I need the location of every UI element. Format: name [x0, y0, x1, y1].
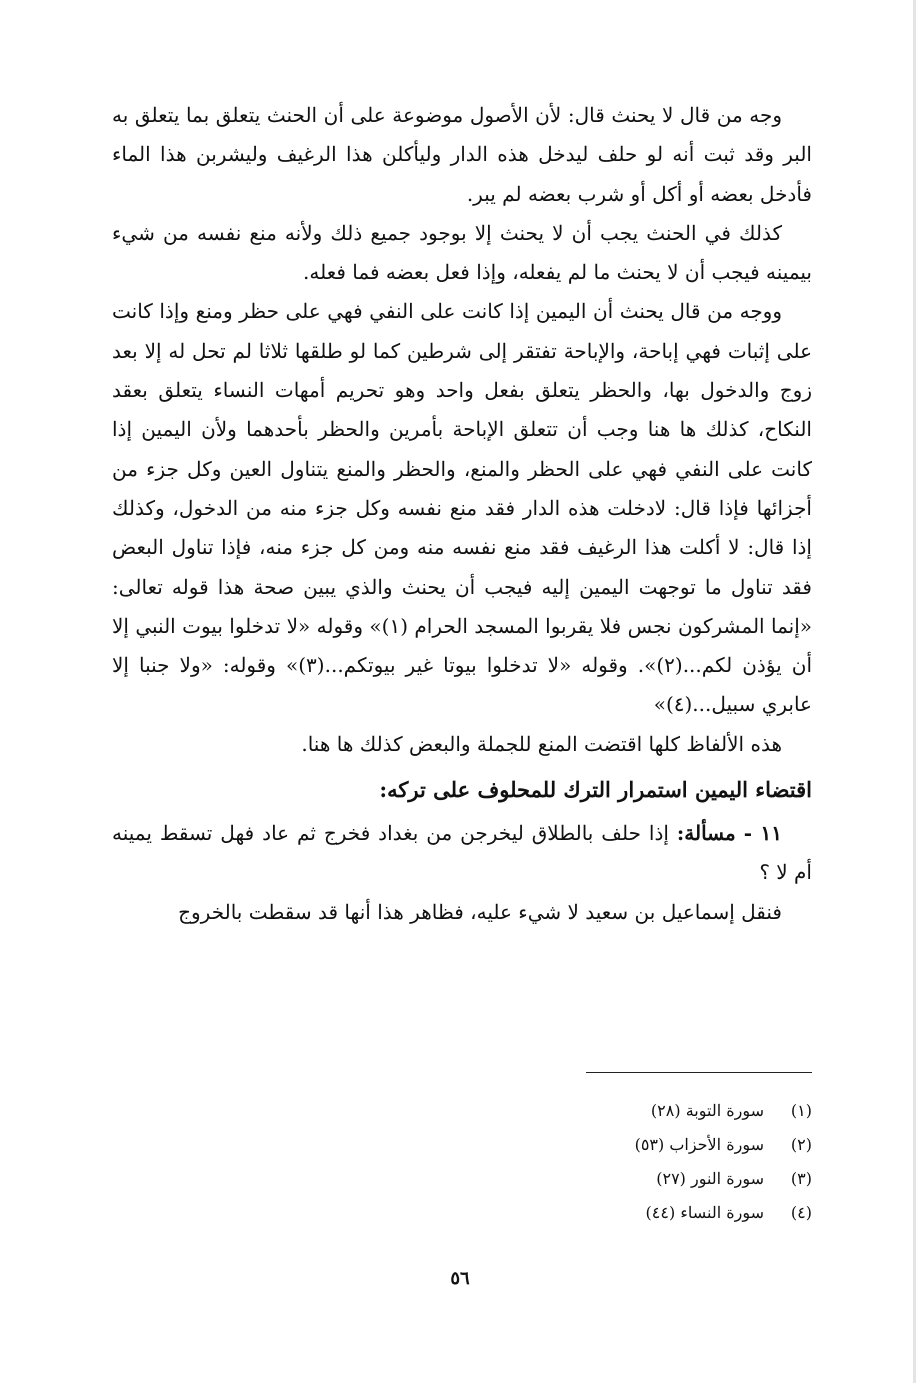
paragraph-4: هذه الألفاظ كلها اقتضت المنع للجملة والبعض كذلك ها هنا.	[301, 731, 782, 756]
footnote-text: سورة التوبة (٢٨)	[650, 1101, 764, 1120]
paragraph-5: فنقل إسماعيل بن سعيد لا شيء عليه، فظاهر هذا أنها قد سقطت بالخروج	[178, 899, 782, 924]
page-edge	[913, 0, 916, 1383]
paragraph-2: كذلك في الحنث يجب أن لا يحنث إلا بوجود جميع ذلك ولأنه منع نفسه من شيء بيمينه فيجب أن لا يحنث ما لم يفعله، وإذا فعل بعضه فما فعله.	[112, 220, 812, 285]
issue-paragraph	[112, 814, 812, 893]
paragraph-3: ووجه من قال يحنث أن اليمين إذا كانت على النفي فهي على حظر ومنع وإذا كانت على إثبات فهي إباحة، والإباحة تفتقر إلى شرطين كما لو طلقها ثلاثا لم تحل له إلا بعد زوج والدخول بها، والحظر يتعلق بفعل واحد وهو تحريم أمهات النساء يتعلق بعقد النكاح، كذلك ها هنا وجب أن تتعلق الإباحة بأمرين والحظر بأحدهما ولأن اليمين إذا كانت على النفي فهي على الحظر والمنع، والحظر والمنع يتناول العين وكل جزء من أجزائها فإذا قال: لادخلت هذه الدار فقد منع نفسه وكل جزء منه من الدخول، وكذلك إذا قال: لا أكلت هذا الرغيف فقد منع نفسه منه ومن كل جزء منه، فإذا تناول البعض فقد تناول ما توجهت اليمين إليه فيجب أن يحنث والذي يبين صحة هذا قوله تعالى: «إنما المشركون نجس فلا يقربوا المسجد الحرام (١)» وقوله «لا تدخلوا بيوت النبي إلا أن يؤذن لكم...(٢)». وقوله «لا تدخلوا بيوتا غير بيوتكم...(٣)» وقوله: «ولا جنبا إلا عابري سبيل...(٤)»	[112, 299, 812, 717]
issue-number: ١١ -	[743, 821, 783, 846]
footnote-number: (٤)	[790, 1203, 812, 1222]
footnote-text: سورة النساء (٤٤)	[645, 1203, 764, 1222]
issue-label: مسألة:	[676, 821, 736, 846]
page-number: ٥٦	[450, 1268, 470, 1289]
footnote-2	[450, 1128, 812, 1162]
footnote-1	[450, 1094, 812, 1128]
paragraph-1: وجه من قال لا يحنث قال: لأن الأصول موضوعة على أن الحنث يتعلق بما يتعلق به البر وقد ثبت أنه لو حلف ليدخل هذه الدار وليأكلن هذا الرغيف وليشربن هذا الماء فأدخل بعضه أو أكل أو شرب بعضه لم يبر.	[112, 103, 812, 206]
footnote-4	[450, 1196, 812, 1230]
issue-text: إذا حلف بالطلاق ليخرجن من بغداد فخرج ثم عاد فهل تسقط يمينه أم لا ؟	[112, 821, 812, 885]
footnote-3	[450, 1162, 812, 1196]
footnote-text: سورة النور (٢٧)	[656, 1169, 764, 1188]
footnote-text: سورة الأحزاب (٥٣)	[634, 1135, 764, 1154]
footnote-divider	[586, 1072, 812, 1073]
footnote-number: (١)	[790, 1101, 812, 1120]
footnote-number: (٢)	[790, 1135, 812, 1154]
footnote-number: (٣)	[790, 1169, 812, 1188]
footnotes	[450, 1094, 812, 1230]
section-heading: اقتضاء اليمين استمرار الترك للمحلوف على تركه:	[379, 777, 812, 803]
page-body	[112, 96, 812, 932]
